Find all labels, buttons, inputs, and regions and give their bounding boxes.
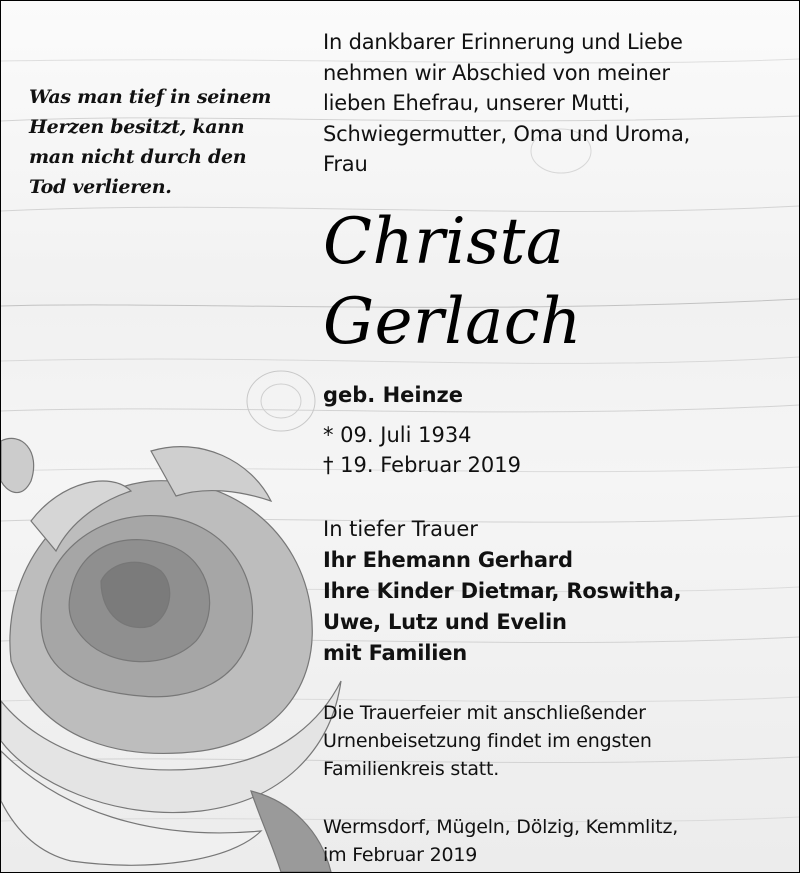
- memorial-quote: Was man tief in seinem Herzen besitzt, kann man nicht durch den Tod verlieren.: [29, 86, 272, 198]
- maiden-name: geb. Heinze: [323, 382, 464, 407]
- deceased-last-name: Gerlach: [323, 284, 582, 359]
- mourner-names: Ihr Ehemann Gerhard Ihre Kinder Dietmar, Roswitha, Uwe, Lutz und Evelin mit Familien: [323, 547, 682, 665]
- mourning-intro: In tiefer Trauer: [323, 516, 478, 541]
- deceased-first-name: Christa: [323, 204, 565, 279]
- deceased-name: [323, 202, 783, 362]
- life-dates: [323, 420, 783, 480]
- birth-date: * 09. Juli 1934: [323, 422, 472, 447]
- death-date: † 19. Februar 2019: [323, 452, 521, 477]
- rose-flower-image: [1, 421, 361, 872]
- notice-main-column: [323, 27, 783, 869]
- ceremony-info: Die Trauerfeier mit anschließender Urnenbeisetzung findet im engsten Familienkreis statt.: [323, 701, 652, 780]
- place-and-date: Wermsdorf, Mügeln, Dölzig, Kemmlitz, im Februar 2019: [323, 815, 679, 866]
- intro-text: In dankbarer Erinnerung und Liebe nehmen wir Abschied von meiner lieben Ehefrau, unserer Mutti, Schwiegermutter, Oma und Uroma, Frau: [323, 30, 691, 177]
